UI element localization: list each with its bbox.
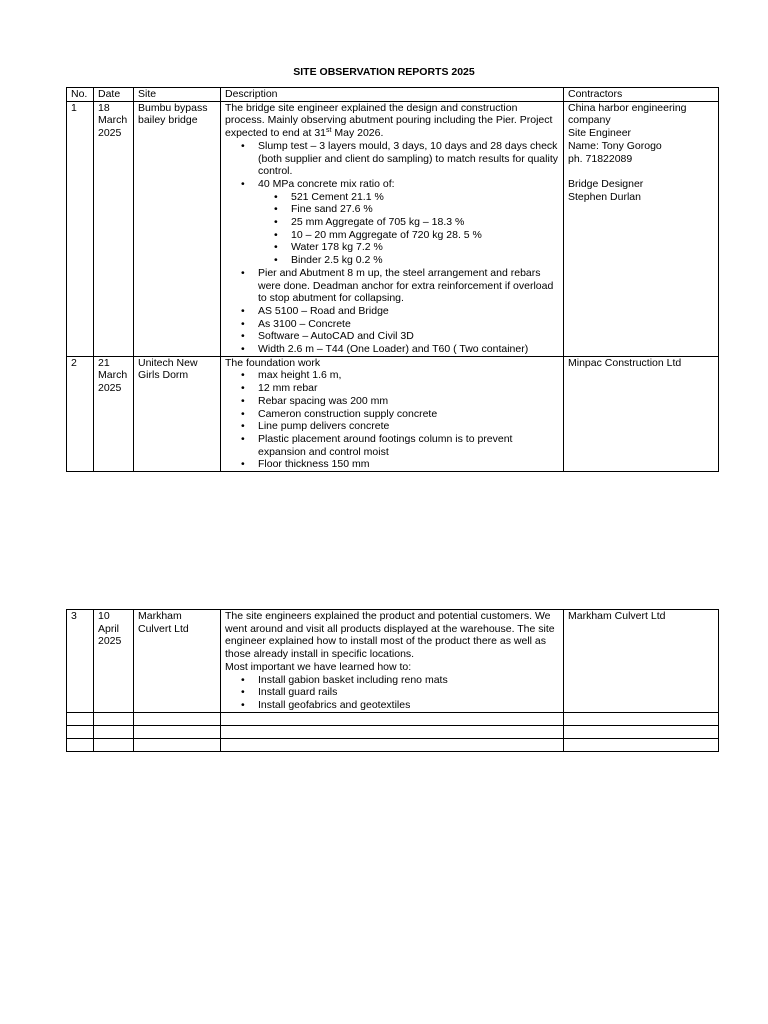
table-row bbox=[67, 101, 719, 356]
empty-cell bbox=[221, 725, 564, 738]
reports-table bbox=[66, 87, 719, 472]
empty-cell bbox=[67, 712, 94, 725]
empty-cell bbox=[94, 725, 134, 738]
list-item: • Floor thickness 150 mm bbox=[258, 458, 560, 471]
list-item: • Slump test – 3 layers mould, 3 days, 10 days and 28 days check (both supplier and client do sampling) to match results for quality control. bbox=[258, 140, 560, 178]
list-item: • 12 mm rebar bbox=[258, 382, 560, 395]
contractor-line: Site Engineer bbox=[568, 127, 632, 140]
row-date: 21 March 2025 bbox=[94, 356, 134, 471]
contractor-line: China harbor engineering company bbox=[568, 101, 687, 127]
header-site: Site bbox=[134, 88, 221, 102]
empty-cell bbox=[134, 738, 221, 751]
empty-cell bbox=[134, 712, 221, 725]
description-intro: The foundation work bbox=[225, 356, 321, 369]
list-item: • Cameron construction supply concrete bbox=[258, 408, 560, 421]
contractor-line: Stephen Durlan bbox=[568, 190, 641, 203]
row-site: Bumbu bypass bailey bridge bbox=[134, 101, 221, 356]
row-description bbox=[221, 356, 564, 471]
list-item: • Fine sand 27.6 % bbox=[291, 203, 560, 216]
list-item: • As 3100 – Concrete bbox=[258, 318, 560, 331]
list-item: • Install gabion basket including reno mats bbox=[258, 674, 560, 687]
header-no: No. bbox=[67, 88, 94, 102]
description-bullets bbox=[225, 369, 560, 471]
reports-table-continued bbox=[66, 609, 719, 752]
report-title: SITE OBSERVATION REPORTS 2025 bbox=[293, 66, 475, 78]
row-contractors: Minpac Construction Ltd bbox=[564, 356, 719, 471]
table-row bbox=[67, 356, 719, 471]
empty-cell bbox=[67, 725, 94, 738]
row-date: 10 April 2025 bbox=[94, 610, 134, 713]
row-no: 2 bbox=[67, 356, 94, 471]
description-bullets bbox=[225, 140, 560, 356]
empty-cell bbox=[564, 725, 719, 738]
contractor-line: Name: Tony Gorogo bbox=[568, 139, 662, 152]
empty-cell bbox=[94, 712, 134, 725]
row-site: Markham Culvert Ltd bbox=[134, 610, 221, 713]
list-item: • Water 178 kg 7.2 % bbox=[291, 241, 560, 254]
list-item: • 10 – 20 mm Aggregate of 720 kg 28. 5 % bbox=[291, 229, 560, 242]
list-item: • Pier and Abutment 8 m up, the steel arrangement and rebars were done. Deadman anchor for extra reinforcement if overload to stop abutment for collapsing. bbox=[258, 267, 560, 305]
contractor-spacer bbox=[568, 165, 715, 178]
table-header-row bbox=[67, 88, 719, 102]
header-contractors: Contractors bbox=[564, 88, 719, 102]
row-no: 1 bbox=[67, 101, 94, 356]
row-description bbox=[221, 101, 564, 356]
contractor-line: ph. 71822089 bbox=[568, 152, 633, 165]
description-intro: The bridge site engineer explained the design and construction process. Mainly observing abutment pouring including the Pier. Project expected to end at 31st May 2026. bbox=[225, 101, 553, 140]
list-item: • Install guard rails bbox=[258, 686, 560, 699]
row-contractors: Markham Culvert Ltd bbox=[564, 610, 719, 713]
header-description: Description bbox=[221, 88, 564, 102]
empty-cell bbox=[221, 738, 564, 751]
list-item: • AS 5100 – Road and Bridge bbox=[258, 305, 560, 318]
row-contractors bbox=[564, 101, 719, 356]
row-no: 3 bbox=[67, 610, 94, 713]
header-date: Date bbox=[94, 88, 134, 102]
empty-row bbox=[67, 712, 719, 725]
list-item: • Plastic placement around footings column is to prevent expansion and control moist bbox=[258, 433, 560, 458]
empty-cell bbox=[94, 738, 134, 751]
list-item: • Width 2.6 m – T44 (One Loader) and T60 ( Two container) bbox=[258, 343, 560, 356]
description-intro-2: Most important we have learned how to: bbox=[225, 660, 412, 673]
empty-row bbox=[67, 725, 719, 738]
list-item: • 521 Cement 21.1 % bbox=[291, 191, 560, 204]
row-site: Unitech New Girls Dorm bbox=[134, 356, 221, 471]
table-row bbox=[67, 610, 719, 713]
list-item: • 40 MPa concrete mix ratio of: • 521 Cement 21.1 % • Fine sand 27.6 % • 25 mm Aggregate of 705 kg – 18.3 % • 10 – 20 mm Aggregate of 720 kg 28. 5 % • Water 178 kg 7.2 % • Binder 2.5 kg 0.2 % bbox=[258, 178, 560, 267]
contractor-line: Bridge Designer bbox=[568, 177, 644, 190]
list-item: • Install geofabrics and geotextiles bbox=[258, 699, 560, 712]
empty-row bbox=[67, 738, 719, 751]
row-date: 18 March 2025 bbox=[94, 101, 134, 356]
list-item: • max height 1.6 m, bbox=[258, 369, 560, 382]
list-item: • Line pump delivers concrete bbox=[258, 420, 560, 433]
list-item: • Software – AutoCAD and Civil 3D bbox=[258, 330, 560, 343]
description-bullets bbox=[225, 674, 560, 712]
mix-ratio-list bbox=[258, 191, 560, 267]
list-item: • Rebar spacing was 200 mm bbox=[258, 395, 560, 408]
list-item: • 25 mm Aggregate of 705 kg – 18.3 % bbox=[291, 216, 560, 229]
empty-cell bbox=[564, 738, 719, 751]
description-intro: The site engineers explained the product and potential customers. We went around and visit all products displayed at the warehouse. The site engineer explained how to install most of the product there as well as those already install in specific locations. bbox=[225, 610, 555, 661]
empty-cell bbox=[134, 725, 221, 738]
empty-cell bbox=[564, 712, 719, 725]
empty-cell bbox=[221, 712, 564, 725]
list-item: • Binder 2.5 kg 0.2 % bbox=[291, 254, 560, 267]
row-description bbox=[221, 610, 564, 713]
empty-cell bbox=[67, 738, 94, 751]
